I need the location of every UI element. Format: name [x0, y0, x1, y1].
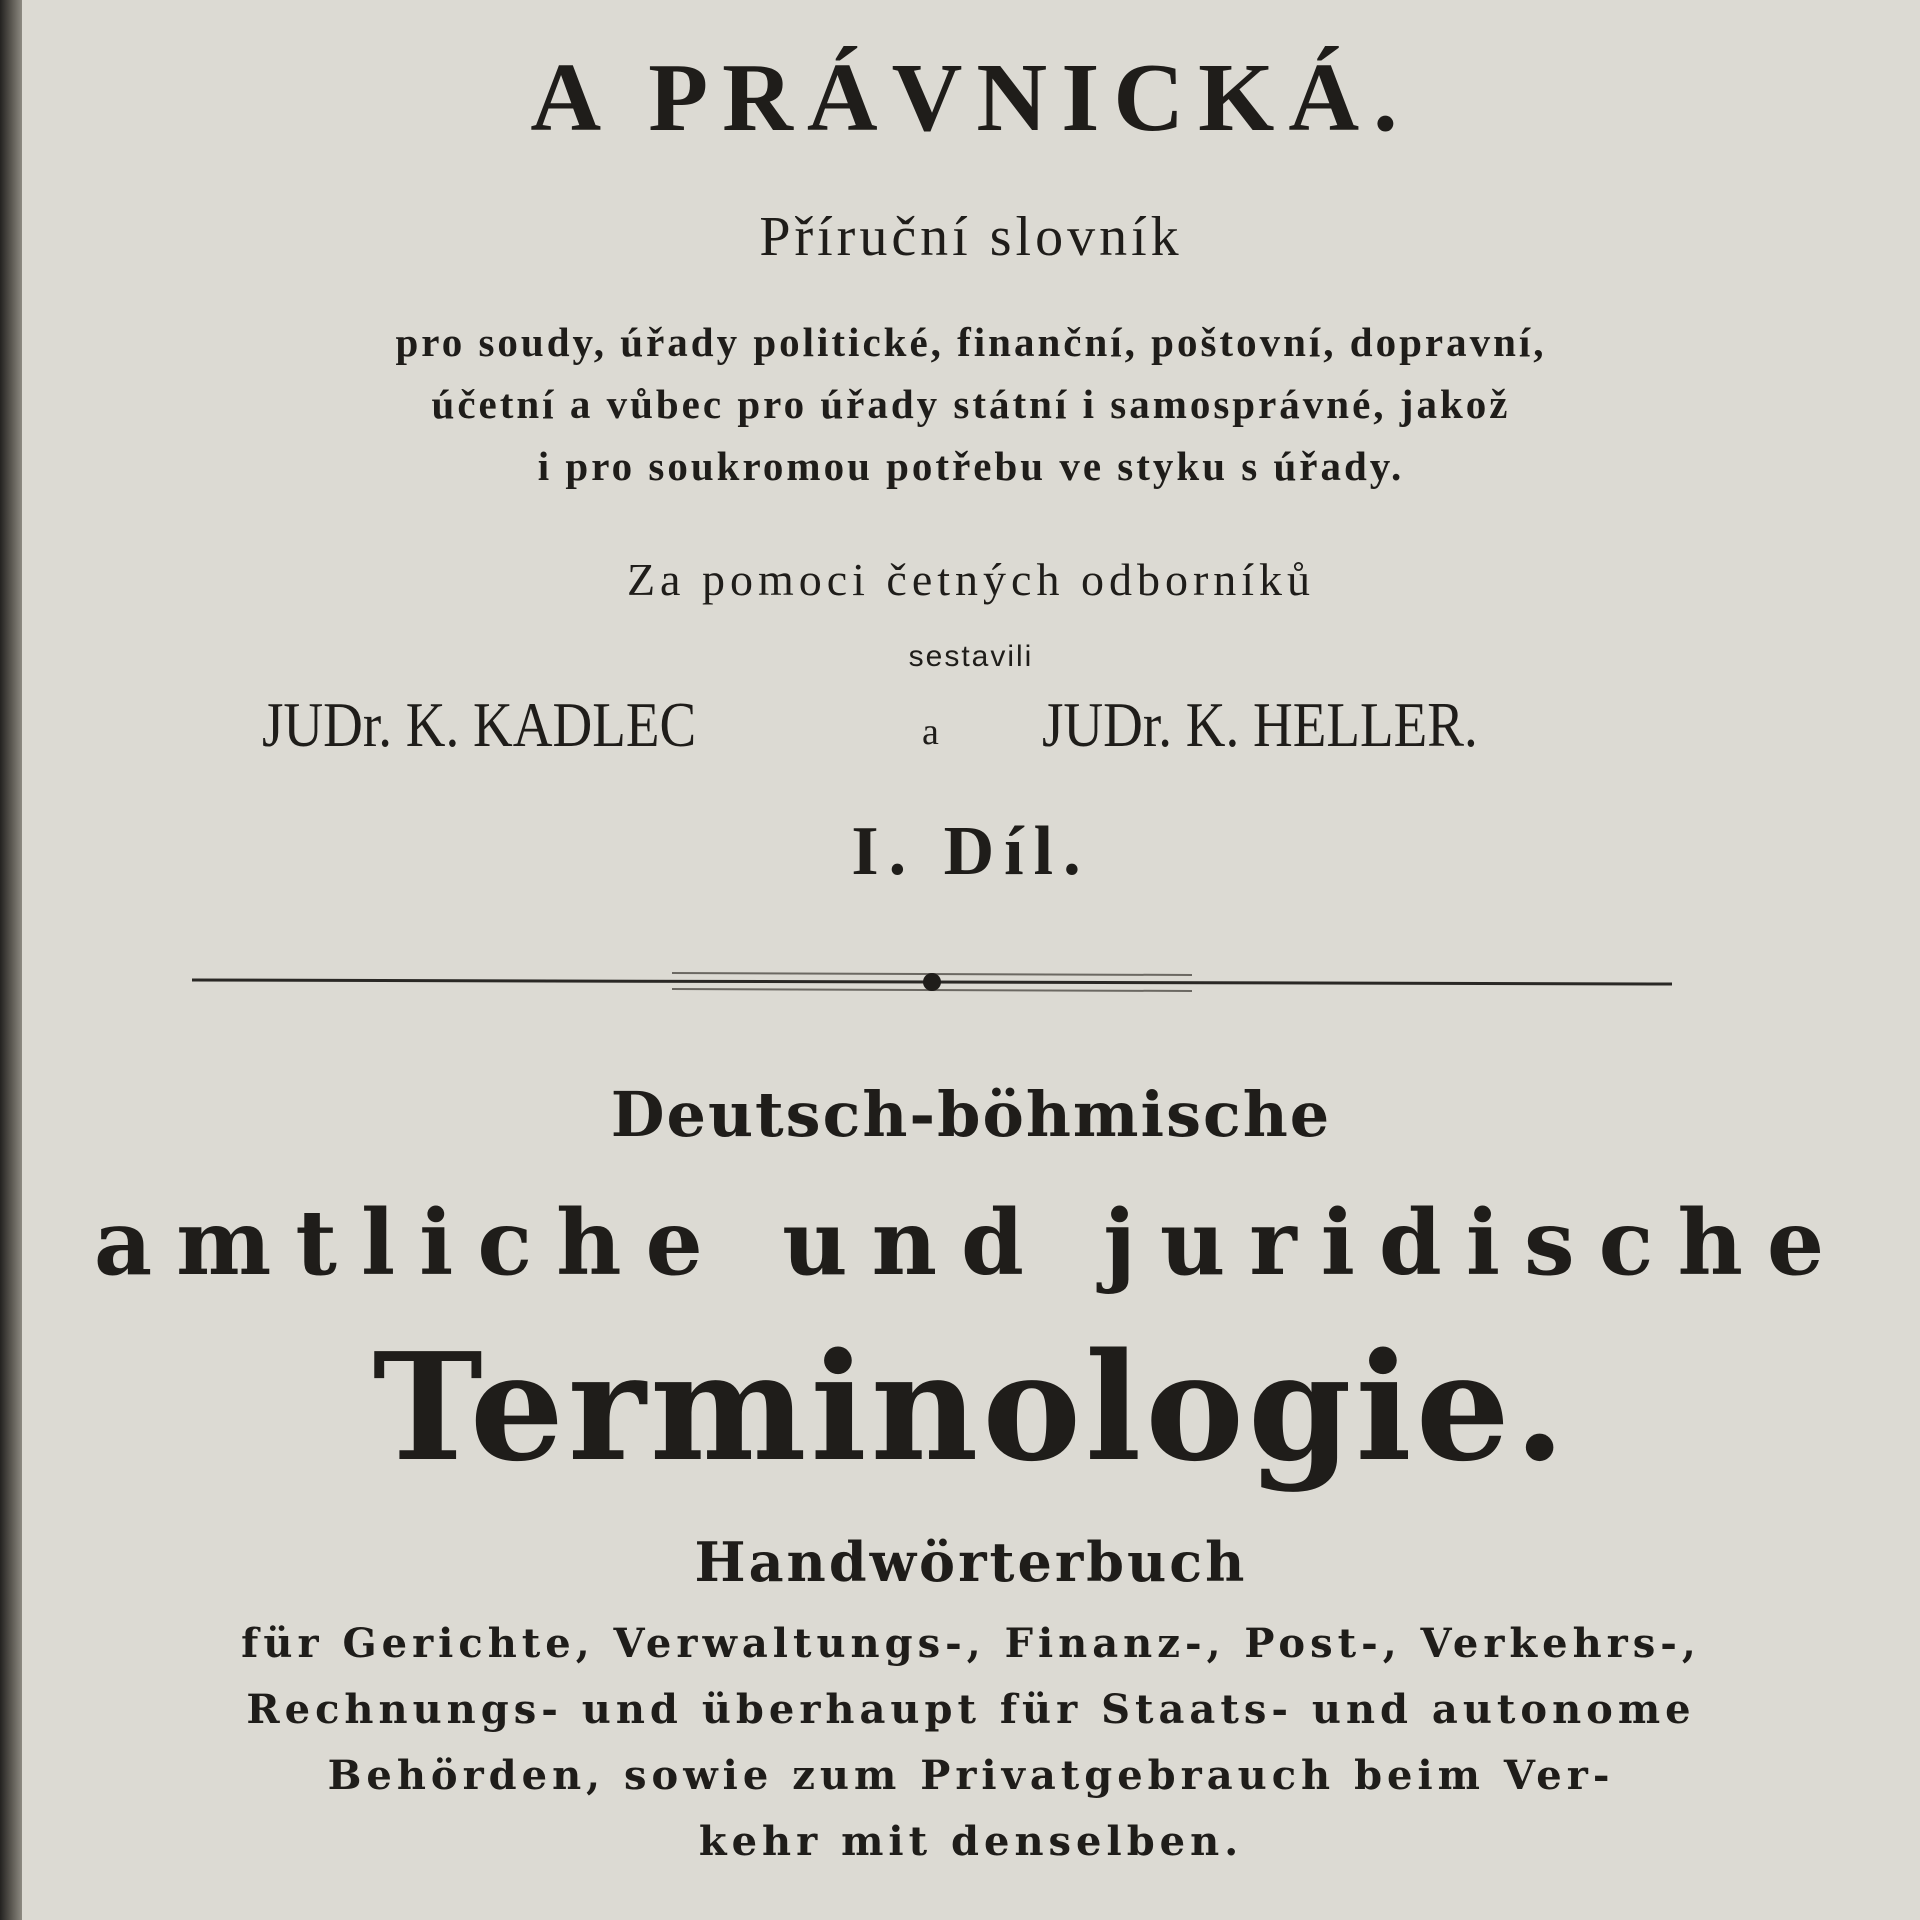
assistance-note: Za pomoci četných odborníků: [626, 554, 1316, 605]
german-main-title: Terminologie.: [372, 1320, 1570, 1494]
german-description-line: für Gerichte, Verwaltungs-, Finanz-, Post-, Verkehrs-,: [241, 1620, 1701, 1667]
czech-title: A PRÁVNICKÁ.: [530, 44, 1412, 152]
german-description-line: Behörden, sowie zum Privatgebrauch beim Ver-: [327, 1752, 1615, 1799]
compiled-by-label: sestavili: [908, 640, 1034, 673]
ornamental-divider: [192, 960, 1672, 1000]
czech-subtitle: Příruční slovník: [759, 206, 1183, 268]
cut-off-title-fragment: [22, 0, 1920, 6]
author-name: JUDr. K. HELLER.: [1042, 689, 1478, 760]
czech-description-line: účetní a vůbec pro úřady státní i samosprávné, jakož: [431, 381, 1511, 427]
author-conjunction: a: [922, 711, 939, 753]
authors-row: [22, 688, 1920, 778]
german-subtitle: Handwörterbuch: [694, 1530, 1248, 1594]
author-name: JUDr. K. KADLEC: [262, 689, 697, 760]
czech-volume-label: I. Díl.: [851, 813, 1091, 890]
book-spine-edge: [0, 0, 22, 1920]
czech-description-line: i pro soukromou potřebu ve styku s úřady.: [537, 443, 1405, 489]
title-page: [22, 0, 1920, 1920]
german-description-line: Rechnungs- und überhaupt für Staats- und autonome: [246, 1686, 1696, 1733]
czech-description-line: pro soudy, úřady politické, finanční, poštovní, dopravní,: [395, 319, 1547, 365]
german-title-line: amtliche und juridische: [93, 1190, 1849, 1296]
german-description-line: kehr mit denselben.: [698, 1818, 1244, 1865]
cut-off-german-volume-fragment: [22, 1885, 1920, 1920]
german-title-line: Deutsch-böhmische: [610, 1078, 1332, 1151]
